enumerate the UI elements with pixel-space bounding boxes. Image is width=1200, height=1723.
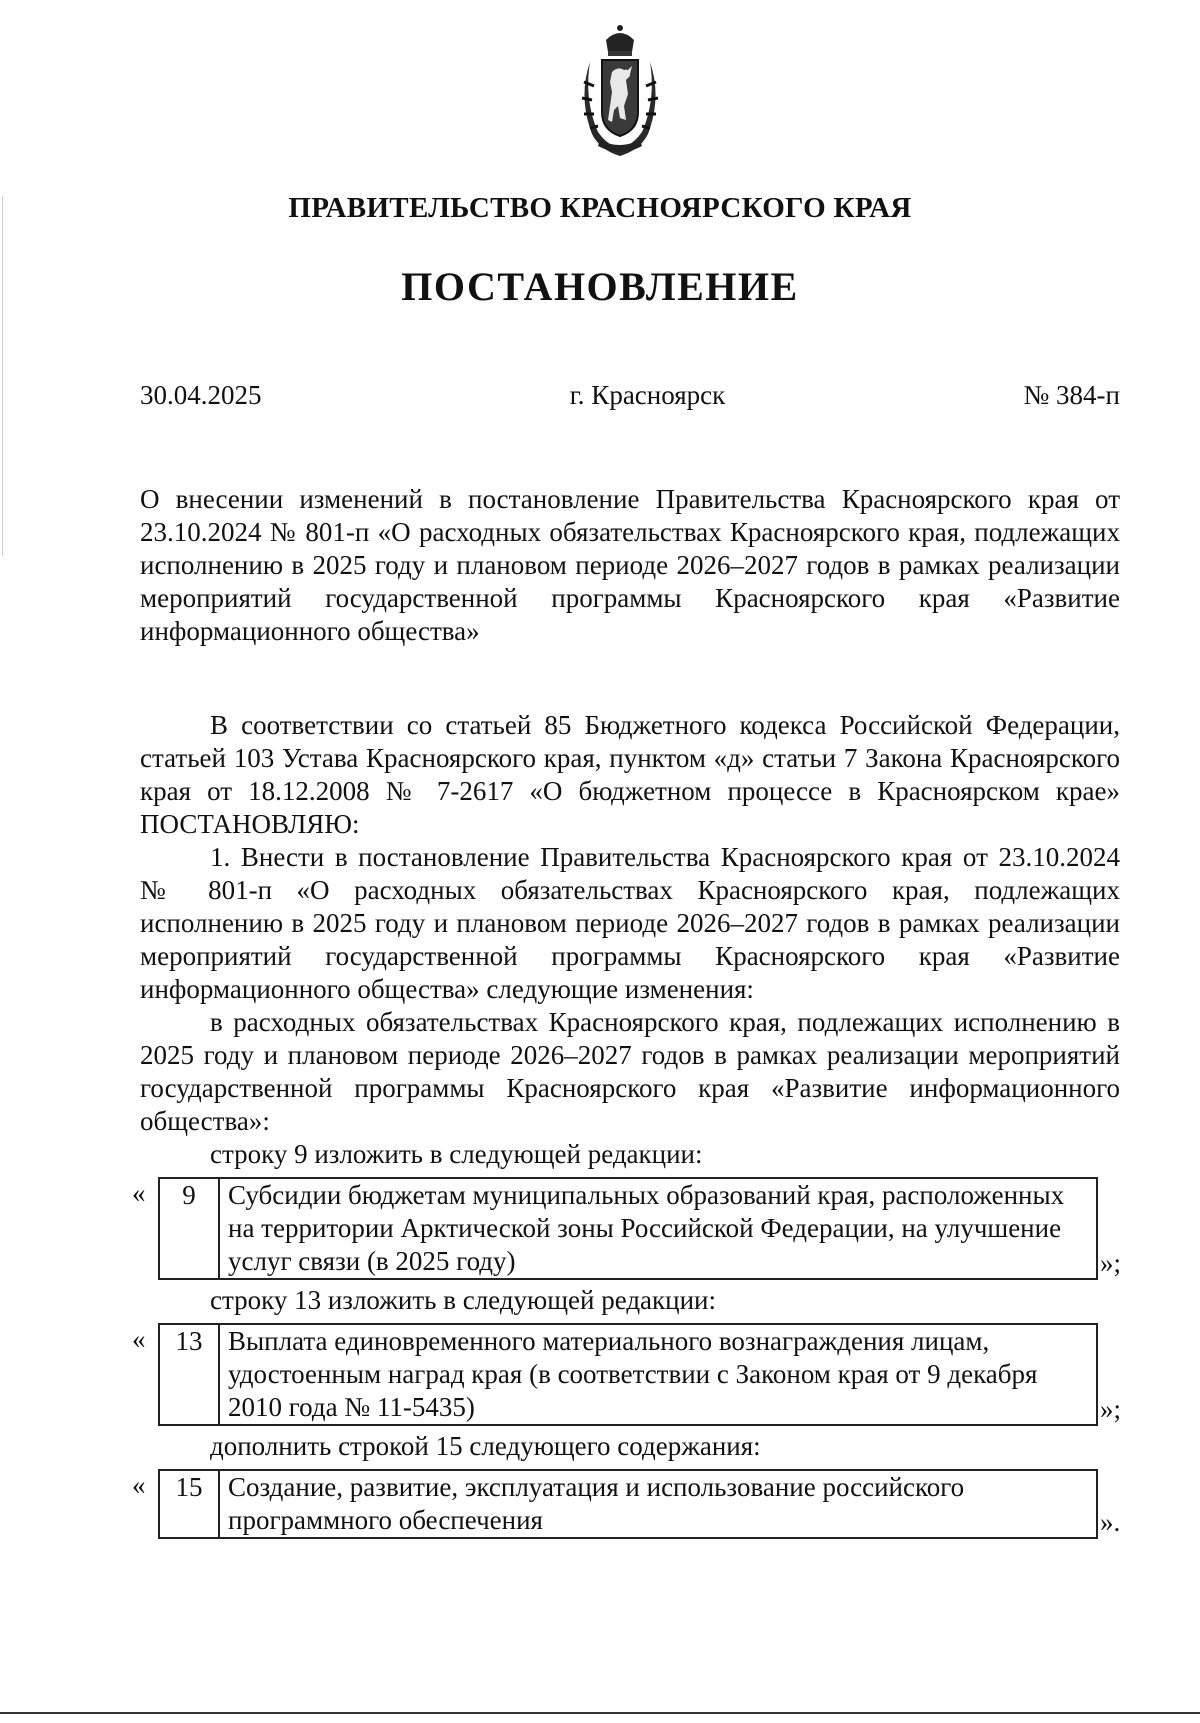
scan-edge-mark bbox=[2, 196, 3, 556]
document-meta-row bbox=[140, 380, 1120, 411]
row-text: Выплата единовременного материального вознаграждения лицам, удостоенным наград края (в соответствии с Законом края от 9 декабря 2010 года № 11-5435) bbox=[219, 1324, 1097, 1425]
scan-bottom-edge bbox=[0, 1712, 1200, 1714]
row-table bbox=[158, 1177, 1098, 1280]
change-1-intro: строку 9 изложить в следующей редакции: bbox=[210, 1139, 703, 1169]
quote-open: « bbox=[132, 1470, 146, 1500]
quote-open: « bbox=[132, 1324, 146, 1354]
row-number: 13 bbox=[159, 1324, 219, 1425]
row-number: 9 bbox=[159, 1178, 219, 1279]
document-type: ПОСТАНОВЛЕНИЕ bbox=[401, 264, 799, 309]
document-date: 30.04.2025 bbox=[140, 380, 262, 410]
coat-of-arms-icon bbox=[570, 22, 670, 162]
row-table bbox=[158, 1469, 1098, 1539]
row-number: 15 bbox=[159, 1470, 219, 1538]
inserted-row-9 bbox=[132, 1177, 1132, 1280]
row-table bbox=[158, 1323, 1098, 1426]
item-1-sub-paragraph: в расходных обязательствах Красноярского края, подлежащих исполнению в 2025 году и плановом периоде 2026–2027 годов в рамках реализации мероприятий государственной программы Красноярского края «Развитие информационного общества»: bbox=[140, 1007, 1120, 1136]
preamble-paragraph: В соответствии со статьей 85 Бюджетного кодекса Российской Федерации, статьей 103 Устава Красноярского края, пунктом «д» статьи 7 Закона Красноярского края от 18.12.2008 № 7-2617 «О бюджетном процессе в Красноярском крае» ПОСТАНОВЛЯЮ: bbox=[140, 710, 1120, 839]
quote-open: « bbox=[132, 1178, 146, 1208]
document-title bbox=[140, 483, 1120, 648]
authority-name: ПРАВИТЕЛЬСТВО КРАСНОЯРСКОГО КРАЯ bbox=[288, 192, 912, 224]
table-row bbox=[159, 1470, 1097, 1538]
row-text: Создание, развитие, эксплуатация и использование российского программного обеспечения bbox=[219, 1470, 1097, 1538]
document-title-text: О внесении изменений в постановление Правительства Красноярского края от 23.10.2024 № 801-п «О расходных обязательствах Красноярского края, подлежащих исполнению в 2025 году и плановом периоде 2026–2027 годов в рамках реализации мероприятий государственной программы Красноярского края «Развитие информационного общества» bbox=[140, 484, 1120, 646]
table-row bbox=[159, 1178, 1097, 1279]
quote-close: ». bbox=[1100, 1507, 1121, 1537]
table-row bbox=[159, 1324, 1097, 1425]
quote-close: »; bbox=[1100, 1248, 1122, 1278]
inserted-row-15 bbox=[132, 1469, 1132, 1539]
item-1-paragraph: 1. Внести в постановление Правительства Красноярского края от 23.10.2024 № 801-п «О расходных обязательствах Красноярского края, подлежащих исполнению в 2025 году и плановом периоде 2026–2027 годов в рамках реализации мероприятий государственной программы Красноярского края «Развитие информационного общества» следующие изменения: bbox=[140, 842, 1120, 1004]
change-3-intro: дополнить строкой 15 следующего содержания: bbox=[210, 1431, 761, 1461]
row-text: Субсидии бюджетам муниципальных образований края, расположенных на территории Арктической зоны Российской Федерации, на улучшение услуг связи (в 2025 году) bbox=[219, 1178, 1097, 1279]
document-city: г. Красноярск bbox=[569, 380, 726, 410]
document-body bbox=[132, 709, 1122, 1543]
quote-close: »; bbox=[1100, 1394, 1122, 1424]
document-number: № 384-п bbox=[1023, 380, 1120, 410]
inserted-row-13 bbox=[132, 1323, 1132, 1426]
change-2-intro: строку 13 изложить в следующей редакции: bbox=[210, 1285, 717, 1315]
